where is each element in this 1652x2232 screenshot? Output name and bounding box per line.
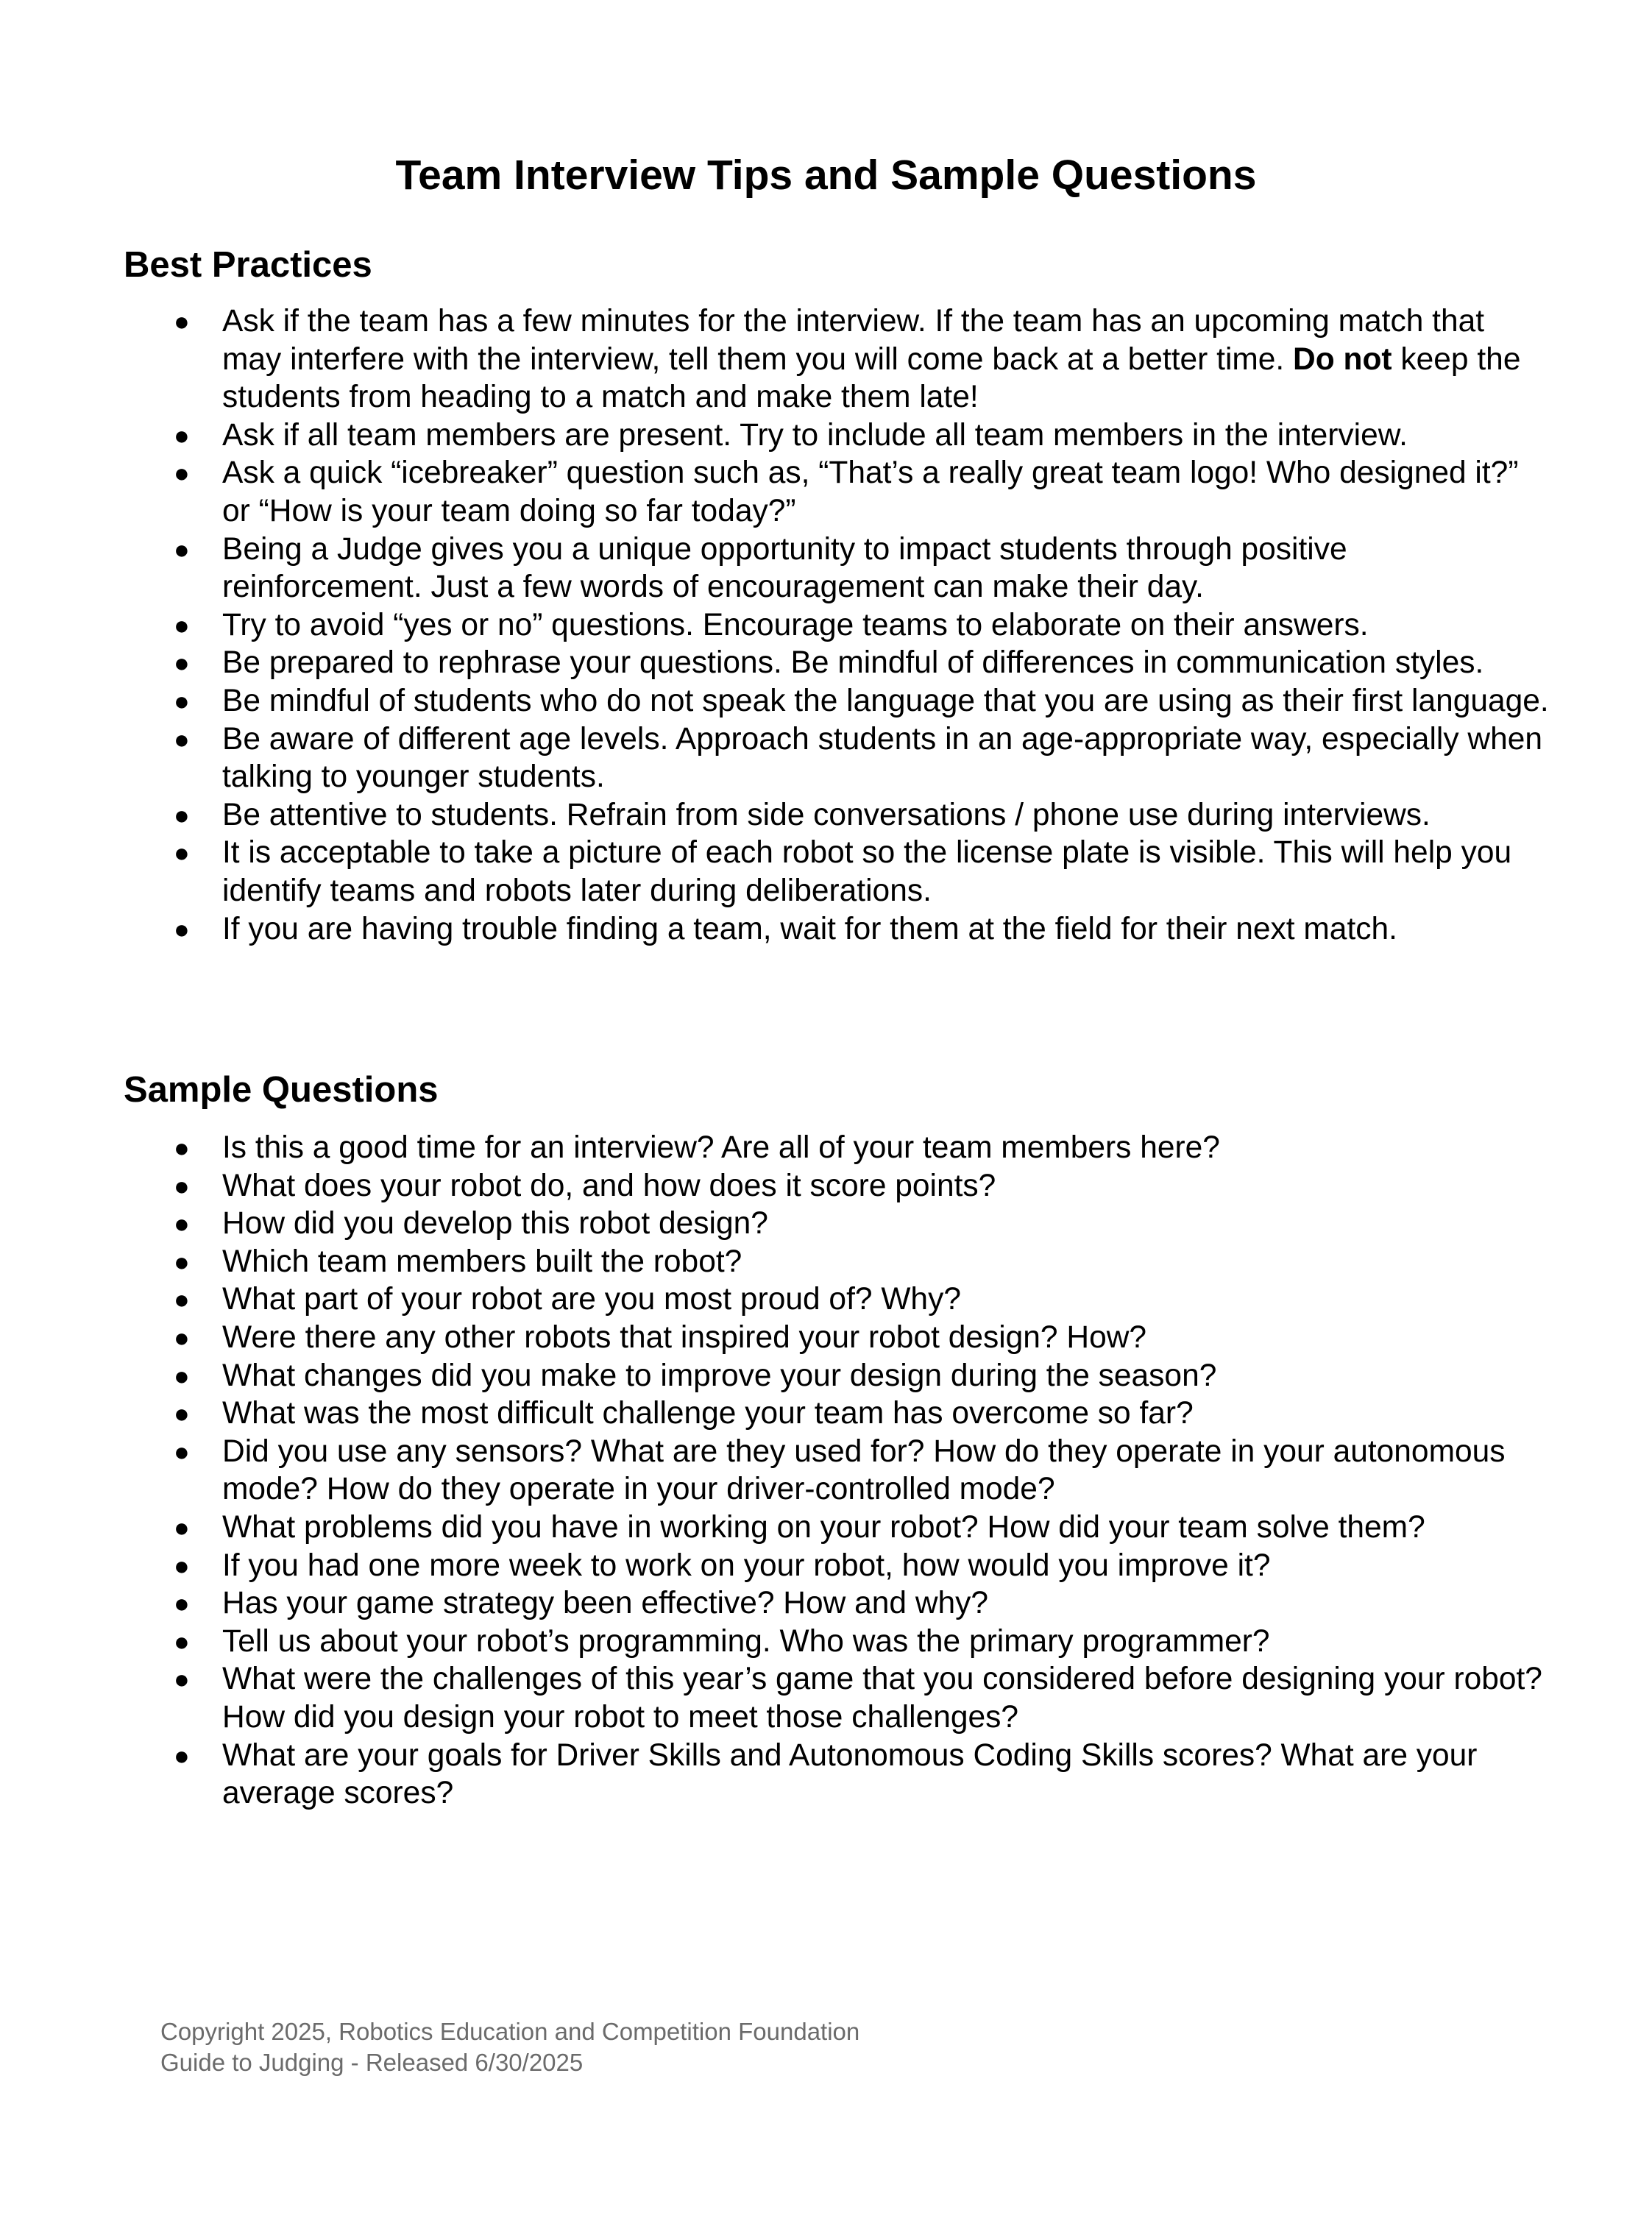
bullet-icon: ●	[174, 1208, 190, 1239]
list-item	[0, 531, 1652, 606]
bullet-icon: ●	[174, 837, 190, 868]
list-item-text: What problems did you have in working on your robot? How did your team solve them?	[222, 1509, 1425, 1545]
bullet-icon: ●	[174, 458, 190, 489]
list-item	[0, 910, 1652, 949]
list-item-text: It is acceptable to take a picture of each robot so the license plate is visible. This will help you identify teams and robots later during deliberations.	[222, 835, 1512, 908]
list-item-text: What part of your robot are you most proud of? Why?	[222, 1282, 961, 1317]
bullet-icon: ●	[174, 1322, 190, 1353]
list-item-text: Be attentive to students. Refrain from side conversations / phone use during interviews.	[222, 797, 1431, 832]
list-item	[0, 1357, 1652, 1395]
list-item	[0, 1509, 1652, 1547]
list-item	[0, 1205, 1652, 1243]
list-item-text: What changes did you make to improve your design during the season?	[222, 1358, 1217, 1393]
list-item	[0, 454, 1652, 530]
list-item	[0, 417, 1652, 455]
list-item-text: If you are having trouble finding a team, wait for them at the field for their next match.	[222, 911, 1397, 946]
list-item-text: Tell us about your robot’s programming. Who was the primary programmer?	[222, 1623, 1270, 1659]
list-item	[0, 644, 1652, 682]
best-practices-list	[0, 302, 1652, 948]
list-item-text: Being a Judge gives you a unique opportunity to impact students through positive reinforcement. Just a few words of encouragement can make their day.	[222, 531, 1347, 605]
bullet-icon: ●	[174, 419, 190, 450]
page-title: Team Interview Tips and Sample Questions	[395, 152, 1257, 199]
list-item	[0, 1737, 1652, 1813]
list-item-text: What does your robot do, and how does it score points?	[222, 1168, 996, 1203]
list-item-text: Be mindful of students who do not speak the language that you are using as their first language.	[222, 683, 1549, 718]
bullet-icon: ●	[174, 1246, 190, 1277]
bullet-icon: ●	[174, 1284, 190, 1315]
list-item-text: What was the most difficult challenge your team has overcome so far?	[222, 1396, 1194, 1431]
list-item	[0, 1243, 1652, 1281]
emphasis-text: Do not	[1293, 341, 1392, 377]
bullet-icon: ●	[174, 534, 190, 564]
bullet-icon: ●	[174, 1550, 190, 1581]
section-heading-best-practices: Best Practices	[124, 245, 372, 285]
list-item	[0, 302, 1652, 417]
bullet-icon: ●	[174, 1626, 190, 1657]
list-item	[0, 682, 1652, 720]
list-item-text: Did you use any sensors? What are they used for? How do they operate in your autonomous mode? How do they operate in your driver-controlled mode?	[222, 1434, 1506, 1507]
release-text: Guide to Judging - Released 6/30/2025	[160, 2049, 584, 2076]
sample-questions-list	[0, 1129, 1652, 1813]
list-item	[0, 834, 1652, 910]
list-item	[0, 1129, 1652, 1167]
list-item	[0, 1319, 1652, 1357]
list-item	[0, 1584, 1652, 1623]
bullet-icon: ●	[174, 913, 190, 944]
bullet-icon: ●	[174, 1436, 190, 1467]
bullet-icon: ●	[174, 648, 190, 679]
list-item-text: How did you develop this robot design?	[222, 1206, 768, 1241]
list-item-text: Has your game strategy been effective? How and why?	[222, 1586, 989, 1621]
bullet-icon: ●	[174, 1133, 190, 1163]
list-item-text: Be aware of different age levels. Approach students in an age-appropriate way, especially when talking to younger students.	[222, 721, 1542, 795]
page-footer	[160, 2016, 859, 2078]
bullet-icon: ●	[174, 685, 190, 716]
list-item-text: Ask if the team has a few minutes for the interview. If the team has an upcoming match that may interfere with the interview, tell them you will come back at a better time.	[222, 304, 1485, 377]
bullet-icon: ●	[174, 306, 190, 336]
section-heading-sample-questions: Sample Questions	[124, 1070, 439, 1110]
list-item-text: Is this a good time for an interview? Are all of your team members here?	[222, 1130, 1220, 1165]
list-item	[0, 1660, 1652, 1736]
copyright-text: Copyright 2025, Robotics Education and Competition Foundation	[160, 2018, 860, 2045]
bullet-icon: ●	[174, 1740, 190, 1771]
list-item	[0, 1280, 1652, 1319]
list-item	[0, 1395, 1652, 1433]
list-item-text: Ask if all team members are present. Try to include all team members in the interview.	[222, 417, 1408, 453]
bullet-icon: ●	[174, 799, 190, 830]
bullet-icon: ●	[174, 1588, 190, 1619]
list-item-text: What were the challenges of this year’s game that you considered before designing your robot? How did you design your robot to meet those challenges?	[222, 1662, 1542, 1735]
bullet-icon: ●	[174, 723, 190, 754]
list-item-text: Ask a quick “icebreaker” question such as, “That’s a really great team logo! Who designed it?” or “How is your team doing so far today?”	[222, 456, 1519, 528]
bullet-icon: ●	[174, 609, 190, 640]
list-item-text: Try to avoid “yes or no” questions. Encourage teams to elaborate on their answers.	[222, 607, 1369, 642]
list-item	[0, 606, 1652, 645]
list-item	[0, 1433, 1652, 1509]
list-item	[0, 1547, 1652, 1585]
bullet-icon: ●	[174, 1398, 190, 1429]
list-item-text-continued: keep the students from heading to a match and make them late!	[222, 341, 1521, 415]
bullet-icon: ●	[174, 1170, 190, 1201]
bullet-icon: ●	[174, 1664, 190, 1695]
list-item-text: What are your goals for Driver Skills and Autonomous Coding Skills scores? What are your average scores?	[222, 1737, 1478, 1811]
bullet-icon: ●	[174, 1512, 190, 1542]
list-item	[0, 720, 1652, 796]
list-item	[0, 796, 1652, 835]
list-item-text: If you had one more week to work on your robot, how would you improve it?	[222, 1548, 1271, 1583]
list-item-text: Were there any other robots that inspired your robot design? How?	[222, 1319, 1147, 1355]
bullet-icon: ●	[174, 1360, 190, 1391]
list-item-text: Be prepared to rephrase your questions. Be mindful of differences in communication styles.	[222, 645, 1484, 681]
list-item	[0, 1167, 1652, 1205]
list-item	[0, 1623, 1652, 1661]
list-item-text: Which team members built the robot?	[222, 1244, 742, 1279]
